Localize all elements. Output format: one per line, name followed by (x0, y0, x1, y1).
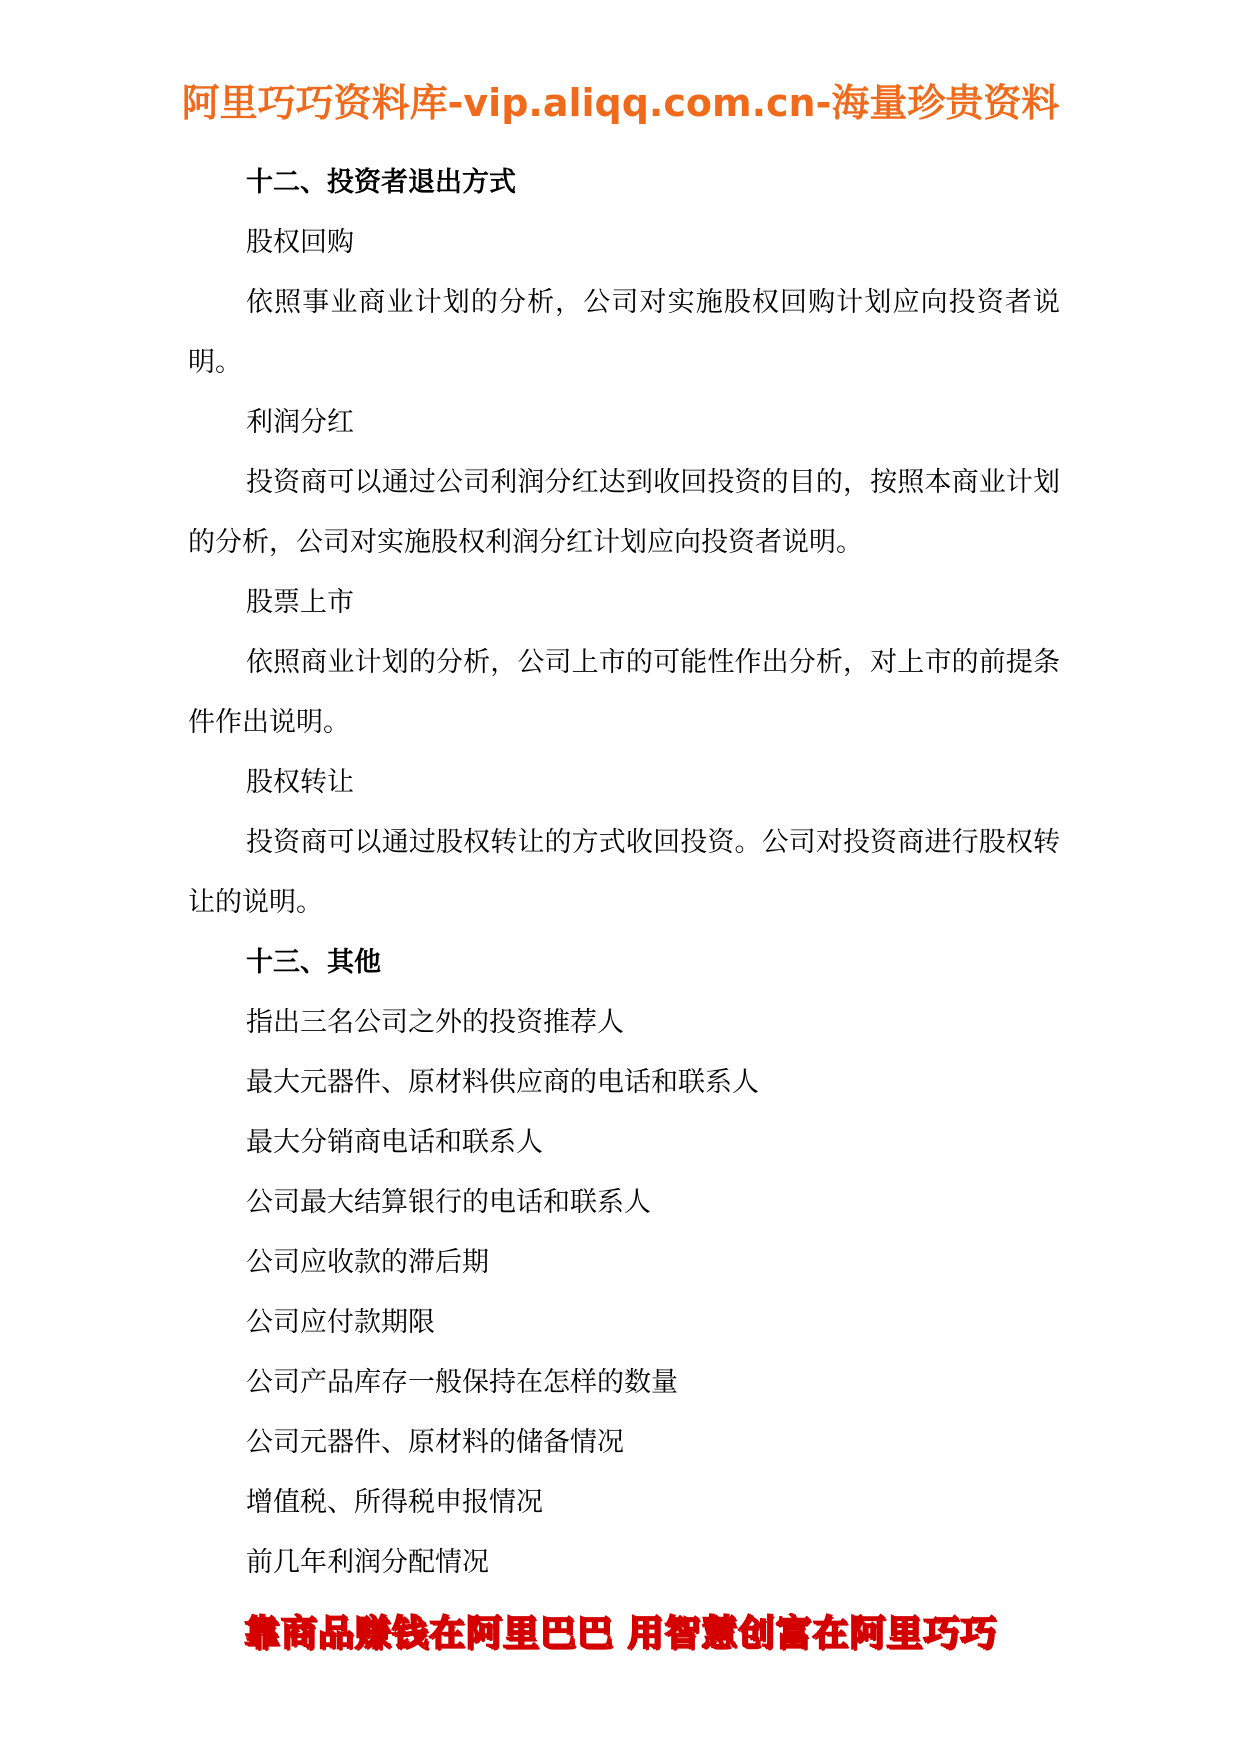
section-13-heading: 十三、其他 (246, 947, 381, 978)
equity-transfer-text: 投资商可以通过股权转让的方式收回投资。公司对投资商进行股权转让的说明。 (188, 827, 1060, 918)
document-body (188, 153, 1060, 1593)
list-item: 公司产品库存一般保持在怎样的数量 (246, 1367, 678, 1398)
list-item: 公司元器件、原材料的储备情况 (246, 1427, 624, 1458)
list-item: 最大元器件、原材料供应商的电话和联系人 (246, 1067, 759, 1098)
equity-buyback-text: 依照事业商业计划的分析，公司对实施股权回购计划应向投资者说明。 (188, 287, 1060, 378)
list-item: 公司最大结算银行的电话和联系人 (246, 1187, 651, 1218)
list-item: 前几年利润分配情况 (246, 1547, 489, 1578)
list-item: 公司应付款期限 (246, 1307, 435, 1338)
section-12-heading: 十二、投资者退出方式 (246, 167, 516, 198)
list-item: 指出三名公司之外的投资推荐人 (246, 1007, 624, 1038)
profit-dividend-title: 利润分红 (246, 407, 354, 438)
stock-listing-text: 依照商业计划的分析，公司上市的可能性作出分析，对上市的前提条件作出说明。 (188, 647, 1060, 738)
list-item: 最大分销商电话和联系人 (246, 1127, 543, 1158)
equity-buyback-title: 股权回购 (246, 227, 354, 258)
header-banner: 阿里巧巧资料库-vip.aliqq.com.cn-海量珍贵资料 (181, 81, 1060, 125)
equity-transfer-title: 股权转让 (246, 767, 354, 798)
stock-listing-title: 股票上市 (246, 587, 354, 618)
footer-banner: 靠商品赚钱在阿里巴巴 用智慧创富在阿里巧巧 (243, 1613, 998, 1654)
list-item: 公司应收款的滞后期 (246, 1247, 489, 1278)
list-item: 增值税、所得税申报情况 (246, 1487, 543, 1518)
profit-dividend-text: 投资商可以通过公司利润分红达到收回投资的目的，按照本商业计划的分析，公司对实施股权利润分红计划应向投资者说明。 (188, 467, 1060, 558)
